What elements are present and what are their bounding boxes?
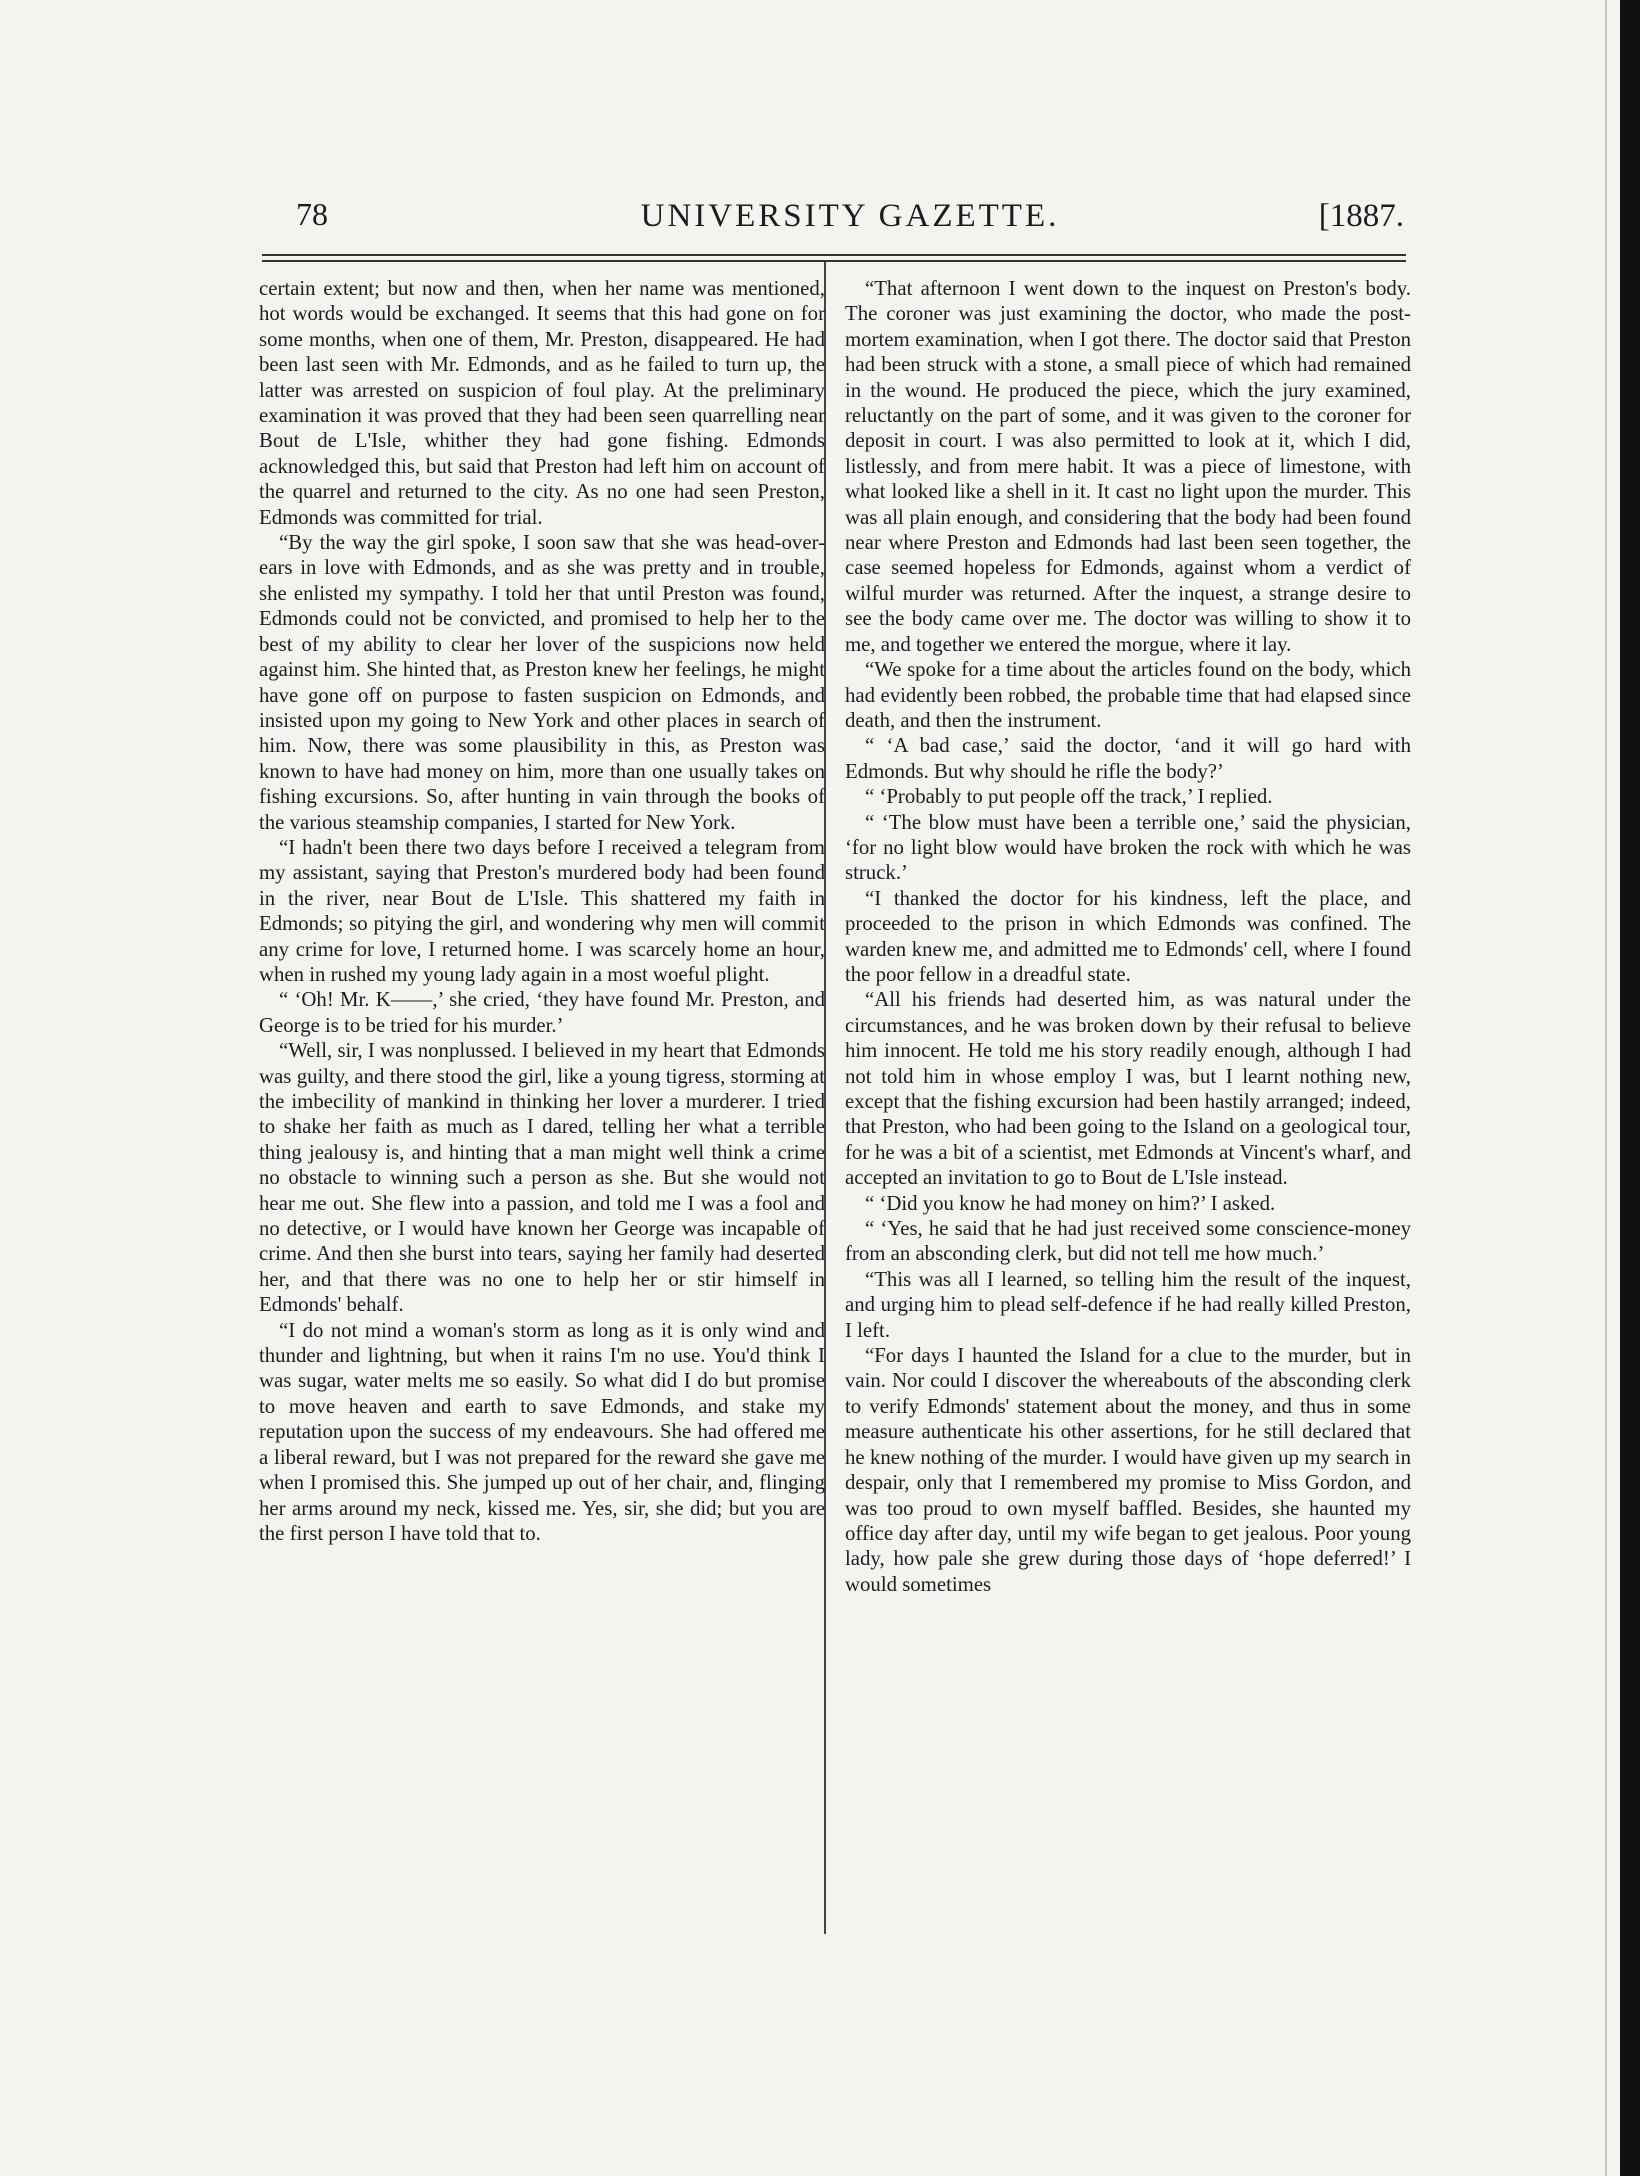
page-number: 78 [296,196,328,232]
paragraph: certain extent; but now and then, when her name was mentioned, hot words would be exchanged. It seems that this had gone on for some months, when one of them, Mr. Preston, disappeared. He had been last seen with Mr. Edmonds, and as he failed to turn up, the latter was arrested on suspicion of foul play. At the preliminary examination it was proved that they had been seen quarrelling near Bout de L'Isle, whither they had gone fishing. Edmonds acknowledged this, but said that Preston had left him on account of the quarrel and returned to the city. As no one had seen Preston, Edmonds was committed for trial. [259,277,825,529]
paragraph: “ ‘Probably to put people off the track,’ I replied. [865,785,1273,809]
paragraph: “This was all I learned, so telling him the result of the inquest, and urging him to plead self-defence if he had really killed Preston, I left. [845,1267,1411,1342]
paragraph: “We spoke for a time about the articles found on the body, which had evidently been robbed, the probable time that had elapsed since death, and then the instrument. [845,658,1411,732]
paragraph: “I hadn't been there two days before I received a telegram from my assistant, saying that Preston's murdered body had been found in the river, near Bout de L'Isle. This shattered my faith in Edmonds; so pitying the girl, and wondering why men will commit any crime for love, I returned home. I was scarcely home an hour, when in rushed my young lady again in a most woeful plight. [259,835,825,986]
page-edge [1605,0,1607,2176]
journal-title: UNIVERSITY GAZETTE. [640,198,1060,234]
paragraph: “ ‘Oh! Mr. K——,’ she cried, ‘they have found Mr. Preston, and George is to be tried for his murder.’ [259,988,825,1037]
paragraph: “I do not mind a woman's storm as long as it is only wind and thunder and lightning, but when it rains I'm no use. You'd think I was sugar, water melts me so easily. So what did I do but promise to move heaven and earth to save Edmonds, and stake my reputation upon the success of my endeavours. She had offered me a liberal reward, but I was not prepared for the reward she gave me when I promised this. She jumped up out of her chair, and, flinging her arms around my neck, kissed me. Yes, sir, she did; but you are the first person I have told that to. [259,1318,825,1545]
paragraph: “For days I haunted the Island for a clue to the murder, but in vain. Nor could I discover the whereabouts of the absconding clerk to verify Edmonds' statement about the money, and thus in some measure authenticate his other assertions, for he still declared that he knew nothing of the murder. I would have given up my search in despair, only that I remembered my promise to Miss Gordon, and was too proud to own myself baffled. Besides, she haunted my office day after day, until my wife began to get jealous. Poor young lady, how pale she grew during those days of ‘hope deferred!’ I would sometimes [845,1344,1411,1596]
header-rule-bottom [262,260,1406,262]
page-header [296,196,1404,246]
paragraph: “ ‘A bad case,’ said the doctor, ‘and it will go hard with Edmonds. But why should he rifle the body?’ [845,734,1411,783]
paragraph: “ ‘Yes, he said that he had just received some conscience-money from an absconding clerk, but did not tell me how much.’ [845,1217,1411,1266]
paragraph: “ ‘Did you know he had money on him?’ I asked. [865,1191,1276,1215]
paragraph: “I thanked the doctor for his kindness, left the place, and proceeded to the prison in which Edmonds was confined. The warden knew me, and admitted me to Edmonds' cell, where I found the poor fellow in a dreadful state. [845,886,1411,986]
right-column [845,276,1411,1936]
issue-year: [1887. [1318,198,1404,234]
paragraph: “ ‘The blow must have been a terrible one,’ said the physician, ‘for no light blow would have broken the rock with which he was struck.’ [845,810,1411,885]
header-rule-top [262,254,1406,256]
left-column [259,276,825,1936]
scan-border [1620,0,1640,2176]
paragraph: “By the way the girl spoke, I soon saw that she was head-over-ears in love with Edmonds, and as she was pretty and in trouble, she enlisted my sympathy. I told her that until Preston was found, Edmonds could not be convicted, and promised to help her to the best of my ability to clear her lover of the suspicions now held against him. She hinted that, as Preston knew her feelings, he might have gone off on purpose to fasten suspicion on Edmonds, and insisted upon my going to New York and other places in search of him. Now, there was some plausibility in this, as Preston was known to have had money on him, more than one usually takes on fishing excursions. So, after hunting in vain through the books of the various steamship companies, I started for New York. [259,531,825,834]
paragraph: “That afternoon I went down to the inquest on Preston's body. The coroner was just examining the doctor, who made the post-mortem examination, when I got there. The doctor said that Preston had been struck with a stone, a small piece of which had remained in the wound. He produced the piece, which the jury examined, reluctantly on the part of some, and it was given to the coroner for deposit in court. I was also permitted to look at it, which I did, listlessly, and from mere habit. It was a piece of limestone, with what looked like a shell in it. It cast no light upon the murder. This was all plain enough, and considering that the body had been found near where Preston and Edmonds had last been seen together, the case seemed hopeless for Edmonds, against whom a verdict of wilful murder was returned. After the inquest, a strange desire to see the body came over me. The doctor was willing to show it to me, and together we entered the morgue, where it lay. [845,277,1411,656]
paragraph: “Well, sir, I was nonplussed. I believed in my heart that Edmonds was guilty, and there stood the girl, like a young tigress, storming at the imbecility of mankind in thinking her lover a murderer. I tried to shake her faith as much as I dared, telling her what a terrible thing jealousy is, and hinting that a man might well think a crime no obstacle to winning such a person as she. But she would not hear me out. She flew into a passion, and told me I was a fool and no detective, or I would have known her George was incapable of crime. And then she burst into tears, saying her family had deserted her, and that there was no one to help her or stir himself in Edmonds' behalf. [259,1039,825,1317]
paragraph: “All his friends had deserted him, as was natural under the circumstances, and he was broken down by their refusal to believe him innocent. He told me his story readily enough, although I had not told him in whose employ I was, but I learnt nothing new, except that the fishing excursion had been hastily arranged; indeed, that Preston, who had been going to the Island on a geological tour, for he was a bit of a scientist, met Edmonds at Vincent's wharf, and accepted an invitation to go to Bout de L'Isle instead. [845,988,1411,1190]
